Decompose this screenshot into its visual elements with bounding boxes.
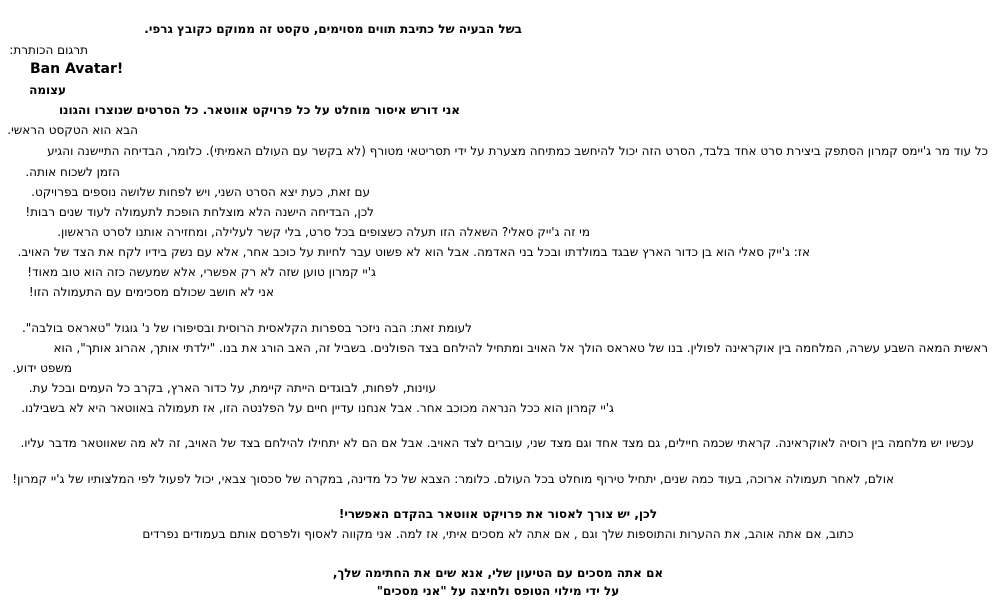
text-line: מי זה ג'ייק סאלי? השאלה הזו תעלה כשצופים בכל סרט, בלי קשר לעלילה, ומחזירה אותנו לסרט הראשון. xyxy=(57,225,590,239)
page-title: Ban Avatar! xyxy=(30,61,124,77)
paragraph-1-line-2: הזמן לשכוח אותה. xyxy=(25,165,120,179)
paragraph-1-line-1: כל עוד מר ג'יימס קמרון הסתפק ביצירת סרט אחד בלבד, הסרט הזה יכול להיחשב כמתיחה מצערת על ידי תסריטאי מטורף (לא בקשר עם העולם האמיתי). כלומר, הבדיחה התיישנה והגיע xyxy=(47,144,988,158)
text-line: עם זאת, כעת יצא הסרט השני, ויש לפחות שלושה נוספים בפרויקט. xyxy=(31,185,370,199)
petition-subtitle: אני דורש איסור מוחלט על כל פרויקט אווטאר. כל הסרטים שנוצרו והגונו xyxy=(58,103,460,117)
paragraph-2-line-2: ראשית המאה השבע עשרה, המלחמה בין אוקראינה לפולין. בנו של טאראס הולך אל האויב ומתחיל להילחם בצד הפולנים. בשביל זה, האב הורג את בנו. "ילדתי אותך, אהרוג אותך", הוא xyxy=(53,341,988,355)
text-line: ג'יי קמרון טוען שזה לא רק אפשרי, אלא שמעשה כזה הוא טוב מאוד! xyxy=(27,265,376,279)
paragraph-4: אולם, לאחר תעמולה ארוכה, בעוד כמה שנים, יתחיל טירוף מוחלט בכל העולם. כלומר: הצבא של כל מדינה, במקרה של סכסוך צבאי, יכול לפעול לפי המלצותיו של ג'יי קמרון! xyxy=(12,472,894,486)
comments-request: כתוב, אם אתה אוהב, את ההערות והתוספות שלך וגם , אם אתה לא מסכים איתי, אז למה. אני מקווה לאסוף ולפרסם אותם בעמודים נפרדים xyxy=(142,527,854,541)
paragraph-2-line-5: ג'יי קמרון הוא ככל הנראה מכוכב אחר. אבל אנחנו עדיין חיים על הפלנטה הזו, אז תעמולה באווטאר היא לא בשבילנו. xyxy=(21,401,614,415)
text-line: אני לא חושב שכולם מסכימים עם התעמולה הזו! xyxy=(28,285,274,299)
petition-label: עצומה xyxy=(29,83,66,97)
paragraph-2-line-4: עוינות, לפחות, לבוגדים הייתה קיימת, על כדור הארץ, בקרב כל העמים ובכל עת. xyxy=(28,381,436,395)
paragraph-2-line-3: משפט ידוע. xyxy=(12,361,72,375)
conclusion-heading: לכן, יש צורך לאסור את פרויקט אווטאר בהקדם האפשרי! xyxy=(338,507,658,521)
text-line: אז: ג'ייק סאלי הוא בן כדור הארץ שבגד במולדתו ובכל בני האדמה. אבל הוא לא פשוט עבר לחיות על כוכב אחר, אלא עם נשק בידיו לקח את הצד של האויב. xyxy=(17,245,810,259)
title-translation-label: תרגום הכותרת: xyxy=(9,43,88,57)
signature-request-line-2: על ידי מילוי הטופס ולחיצה על "אני מסכים" xyxy=(376,584,620,598)
signature-request-line-1: אם אתה מסכים עם הטיעון שלי, אנא שים את החתימה שלך, xyxy=(332,566,664,580)
paragraph-2-line-1: לעומת זאת: הבה ניזכר בספרות הקלאסית הרוסית ובסיפורו של נ' גוגול "טאראס בולבה". xyxy=(21,321,472,335)
encoding-notice: בשל הבעיה של כתיבת תווים מסוימים, טקסט זה ממוקם כקובץ גרפי. xyxy=(144,22,522,36)
text-line: לכן, הבדיחה הישנה הלא מוצלחת הופכת לתעמולה לעוד שנים רבות! xyxy=(25,205,374,219)
paragraph-3: עכשיו יש מלחמה בין רוסיה לאוקראינה. קראתי שכמה חיילים, גם מצד אחד וגם מצד שני, עוברים לצד האויב. אבל אם הם לא יתחילו להילחם בצד של האויב, זה לא מה שאווטאר מדבר עליו. xyxy=(20,436,974,450)
intro-line: הבא הוא הטקסט הראשי. xyxy=(7,123,138,137)
